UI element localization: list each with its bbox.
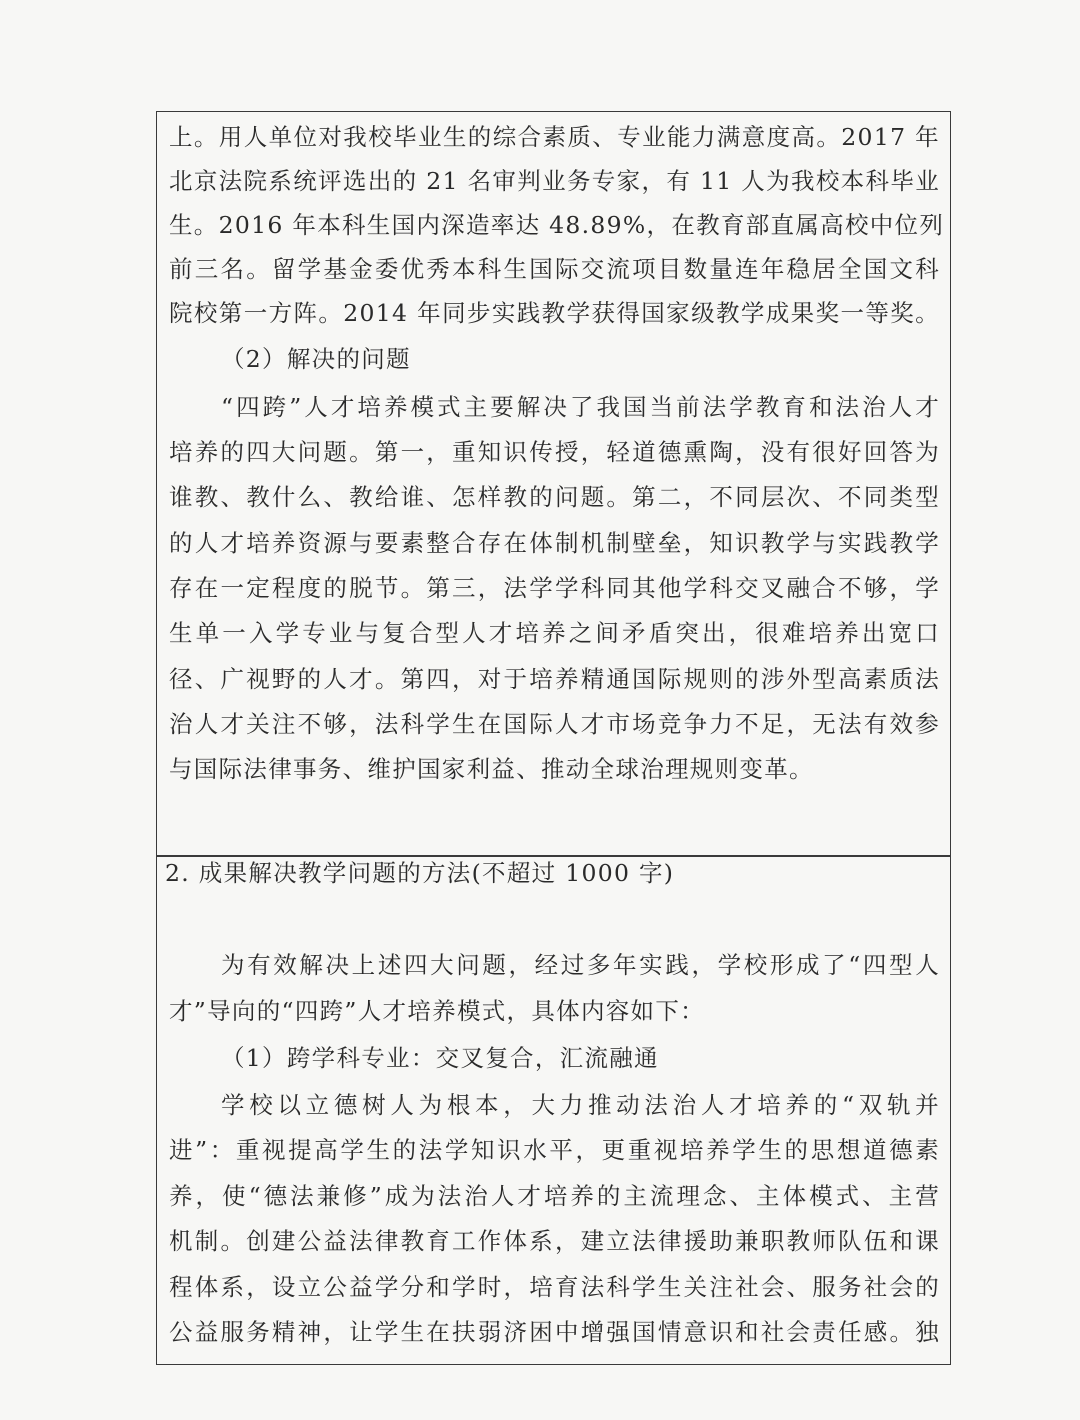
text-line: 径、广视野的人才。第四，对于培养精通国际规则的涉外型高素质法 [169,665,940,693]
text-line: 前三名。留学基金委优秀本科生国际交流项目数量连年稳居全国文科 [169,255,940,283]
text-line: 生。2016 年本科生国内深造率达 48.89%，在教育部直属高校中位列 [169,211,945,239]
text-line: 与国际法律事务、维护国家利益、推动全球治理规则变革。 [169,755,814,783]
text-line: 养，使“德法兼修”成为法治人才培养的主流理念、主体模式、主营 [169,1182,940,1210]
text-line: 进”：重视提高学生的法学知识水平，更重视培养学生的思想道德素 [169,1136,940,1164]
text-line: 北京法院系统评选出的 21 名审判业务专家，有 11 人为我校本科毕业 [169,167,940,195]
text-line: 培养的四大问题。第一，重知识传授，轻道德熏陶，没有很好回答为 [169,438,940,466]
text-line: 的人才培养资源与要素整合存在体制机制壁垒，知识教学与实践教学 [169,529,940,557]
subheading: （2）解决的问题 [221,345,411,373]
text-line: 治人才关注不够，法科学生在国际人才市场竞争力不足，无法有效参 [169,710,940,738]
text-line: “四跨”人才培养模式主要解决了我国当前法学教育和法治人才 [221,393,940,421]
text-line: 上。用人单位对我校毕业生的综合素质、专业能力满意度高。2017 年 [169,123,940,151]
section-heading: 2. 成果解决教学问题的方法(不超过 1000 字) [165,859,675,887]
text-line: 学校以立德树人为根本，大力推动法治人才培养的“双轨并 [221,1091,940,1119]
subheading: （1）跨学科专业：交叉复合，汇流融通 [221,1044,659,1072]
text-line: 院校第一方阵。2014 年同步实践教学获得国家级教学成果奖一等奖。 [169,299,940,327]
text-line: 才”导向的“四跨”人才培养模式，具体内容如下： [169,997,705,1025]
text-line: 存在一定程度的脱节。第三，法学学科同其他学科交叉融合不够，学 [169,574,940,602]
text-line: 机制。创建公益法律教育工作体系，建立法律援助兼职教师队伍和课 [169,1227,940,1255]
text-line: 公益服务精神，让学生在扶弱济困中增强国情意识和社会责任感。独 [169,1318,940,1346]
section-1-cell [156,111,951,857]
section-2-cell [156,855,951,1365]
text-line: 生单一入学专业与复合型人才培养之间矛盾突出，很难培养出宽口 [169,619,940,647]
text-line: 程体系，设立公益学分和学时，培育法科学生关注社会、服务社会的 [169,1273,940,1301]
text-line: 为有效解决上述四大问题，经过多年实践，学校形成了“四型人 [221,951,940,979]
text-line: 谁教、教什么、教给谁、怎样教的问题。第二，不同层次、不同类型 [169,483,940,511]
